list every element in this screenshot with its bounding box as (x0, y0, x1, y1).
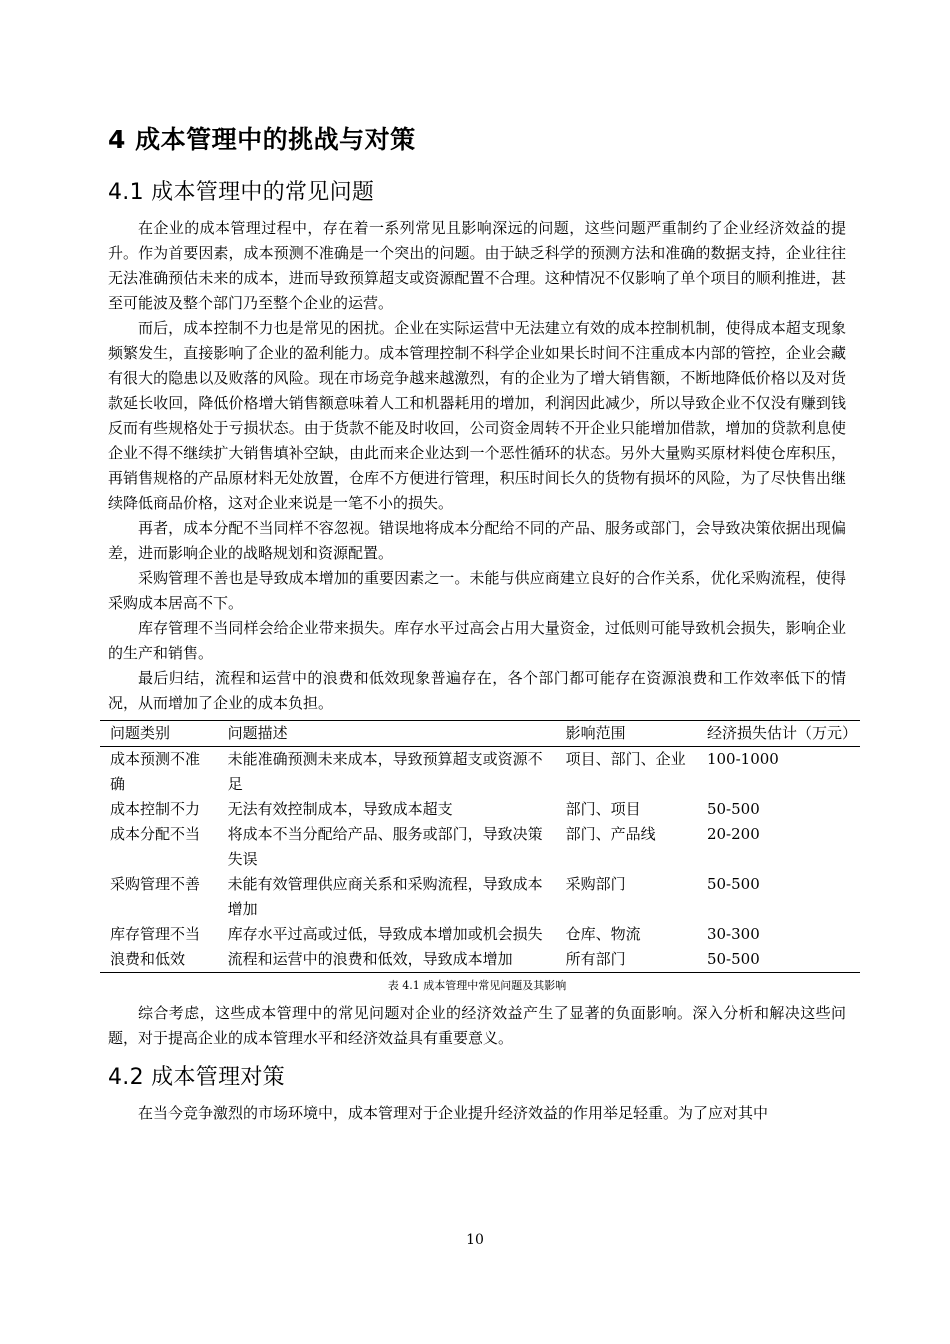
table-row (100, 947, 860, 973)
table-header-cell: 问题描述 (218, 721, 556, 747)
page-content (108, 122, 857, 1126)
table-row (100, 797, 860, 822)
table-cell: 库存管理不当 (110, 925, 201, 943)
body-paragraph: 在当今竞争激烈的市场环境中，成本管理对于企业提升经济效益的作用举足轻重。为了应对其中 (138, 1104, 769, 1122)
table-cell: 流程和运营中的浪费和低效，导致成本增加 (218, 947, 556, 973)
page-number: 10 (466, 1232, 484, 1248)
table-cell: 未能有效管理供应商关系和采购流程，导致成本增加 (227, 875, 543, 918)
table-header-cell: 问题类别 (100, 721, 218, 747)
body-paragraph: 最后归结，流程和运营中的浪费和低效现象普遍存在，各个部门都可能存在资源浪费和工作效率低下的情况，从而增加了企业的成本负担。 (108, 669, 846, 712)
table-cell: 采购管理不善 (110, 875, 201, 893)
body-paragraph: 而后，成本控制不力也是常见的困扰。企业在实际运营中无法建立有效的成本控制机制，使得成本超支现象频繁发生，直接影响了企业的盈利能力。成本管理控制不科学企业如果长时间不注重成本内部的管控，企业会藏有很大的隐患以及败落的风险。现在市场竞争越来越激烈，有的企业为了增大销售额，不断地降低价格以及对货款延长收回，降低价格增大销售额意味着人工和机器耗用的增加，利润因此减少，所以导致企业不仅没有赚到钱反而有些规格处于亏损状态。由于货款不能及时收回，公司资金周转不开企业只能增加借款，增加的贷款利息使企业不得不继续扩大销售填补空缺，由此而来企业达到一个恶性循环的状态。另外大量购买原材料使仓库积压，再销售规格的产品原材料无处放置，仓库不方便进行管理，积压时间长久的货物有损坏的风险，为了尽快售出继续降低商品价格，这对企业来说是一笔不小的损失。 (108, 319, 846, 512)
body-paragraph: 库存管理不当同样会给企业带来损失。库存水平过高会占用大量资金，过低则可能导致机会损失，影响企业的生产和销售。 (108, 619, 846, 662)
table-cell: 成本控制不力 (110, 800, 201, 818)
table-cell: 成本分配不当 (110, 825, 201, 843)
table-cell: 成本预测不准确 (110, 750, 201, 793)
table-cell: 浪费和低效 (100, 947, 218, 973)
body-paragraph: 采购管理不善也是导致成本增加的重要因素之一。未能与供应商建立良好的合作关系，优化采购流程，使得采购成本居高不下。 (108, 569, 846, 612)
table-cell: 库存水平过高或过低，导致成本增加或机会损失 (227, 925, 543, 943)
body-paragraph: 再者，成本分配不当同样不容忽视。错误地将成本分配给不同的产品、服务或部门，会导致决策依据出现偏差，进而影响企业的战略规划和资源配置。 (108, 519, 846, 562)
table-cell: 未能准确预测未来成本，导致预算超支或资源不足 (227, 750, 543, 793)
problems-table (100, 720, 860, 973)
table-cell: 50-500 (697, 947, 860, 973)
body-paragraph: 综合考虑，这些成本管理中的常见问题对企业的经济效益产生了显著的负面影响。深入分析和解决这些问题，对于提高企业的成本管理水平和经济效益具有重要意义。 (108, 1004, 846, 1047)
table-cell: 仓库、物流 (565, 925, 641, 943)
section-heading: 4 成本管理中的挑战与对策 (108, 125, 416, 154)
table-cell: 20-200 (706, 825, 760, 843)
table-header-cell: 经济损失估计（万元） (697, 721, 860, 747)
table-cell: 部门、产品线 (565, 825, 656, 843)
table-row (100, 747, 860, 798)
table-header-row (100, 721, 860, 747)
table-cell: 部门、项目 (565, 800, 641, 818)
subsection-heading-4-1: 4.1 成本管理中的常见问题 (108, 180, 375, 205)
table-cell: 将成本不当分配给产品、服务或部门，导致决策失误 (227, 825, 543, 868)
table-cell: 无法有效控制成本，导致成本超支 (227, 800, 453, 818)
table-cell: 采购部门 (565, 875, 626, 893)
table-cell: 100-1000 (706, 750, 779, 768)
table-cell: 所有部门 (556, 947, 697, 973)
table-row (100, 822, 860, 872)
table-caption: 表 4.1 成本管理中常见问题及其影响 (387, 979, 567, 992)
table-cell: 50-500 (706, 800, 760, 818)
subsection-heading-4-2: 4.2 成本管理对策 (108, 1065, 285, 1090)
table-row (100, 922, 860, 947)
table-row (100, 872, 860, 922)
table-header-cell: 影响范围 (556, 721, 697, 747)
body-paragraph: 在企业的成本管理过程中，存在着一系列常见且影响深远的问题，这些问题严重制约了企业经济效益的提升。作为首要因素，成本预测不准确是一个突出的问题。由于缺乏科学的预测方法和准确的数据支持，企业往往无法准确预估未来的成本，进而导致预算超支或资源配置不合理。这种情况不仅影响了单个项目的顺利推进，甚至可能波及整个部门乃至整个企业的运营。 (108, 219, 846, 312)
table-cell: 50-500 (706, 875, 760, 893)
table-cell: 项目、部门、企业 (565, 750, 686, 768)
table-cell: 30-300 (706, 925, 760, 943)
